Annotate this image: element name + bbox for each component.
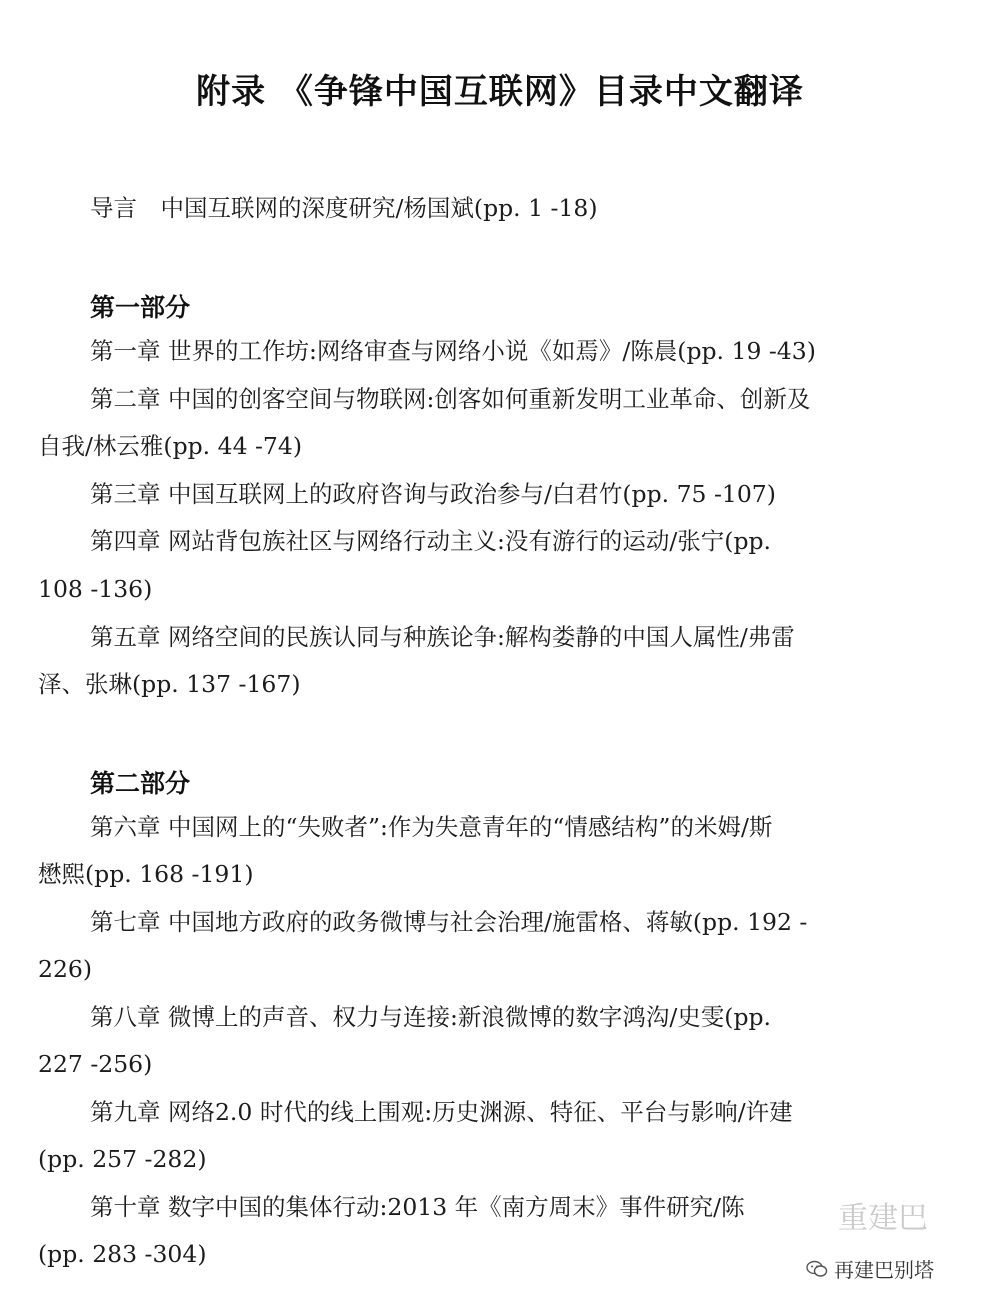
toc-line: 第九章 网络2.0 时代的线上围观:历史渊源、特征、平台与影响/许建 xyxy=(90,1098,793,1126)
toc-line: 第六章 中国网上的“失败者”:作为失意青年的“情感结构”的米姆/斯 xyxy=(90,813,773,841)
toc-line: 第八章 微博上的声音、权力与连接:新浪微博的数字鸿沟/史雯(pp. xyxy=(90,1003,772,1031)
toc-line-continued: 泽、张琳(pp. 137 -167) xyxy=(38,670,301,698)
toc-line-continued: 自我/林云雅(pp. 44 -74) xyxy=(38,432,302,460)
intro-line: 导言 中国互联网的深度研究/杨国斌(pp. 1 -18) xyxy=(90,194,598,222)
watermark-brand xyxy=(800,1252,940,1285)
toc-line-continued: (pp. 257 -282) xyxy=(38,1145,207,1173)
toc-line-continued: 227 -256) xyxy=(38,1050,153,1078)
toc-line-continued: 懋熙(pp. 168 -191) xyxy=(38,860,254,888)
watermark-overlay: 重建巴 xyxy=(838,1201,928,1236)
part1-heading: 第一部分 xyxy=(90,293,191,322)
toc-line: 第一章 世界的工作坊:网络审查与网络小说《如焉》/陈晨(pp. 19 -43) xyxy=(90,337,816,365)
part2-heading: 第二部分 xyxy=(90,769,191,798)
toc-line: 第十章 数字中国的集体行动:2013 年《南方周末》事件研究/陈 xyxy=(90,1193,745,1221)
wechat-icon xyxy=(806,1260,828,1278)
toc-line: 第七章 中国地方政府的政务微博与社会治理/施雷格、蒋敏(pp. 192 - xyxy=(90,908,808,936)
watermark-brand-text: 再建巴别塔 xyxy=(834,1258,934,1282)
toc-line: 第三章 中国互联网上的政府咨询与政治参与/白君竹(pp. 75 -107) xyxy=(90,480,776,508)
toc-line: 第二章 中国的创客空间与物联网:创客如何重新发明工业革命、创新及 xyxy=(90,385,811,413)
toc-line-continued: 226) xyxy=(38,955,93,983)
toc-line: 第四章 网站背包族社区与网络行动主义:没有游行的运动/张宁(pp. xyxy=(90,527,772,555)
toc-line-continued: (pp. 283 -304) xyxy=(38,1240,207,1268)
page-title: 附录 《争锋中国互联网》目录中文翻译 xyxy=(196,72,804,112)
toc-line: 第五章 网络空间的民族认同与种族论争:解构娄静的中国人属性/弗雷 xyxy=(90,623,795,651)
toc-line-continued: 108 -136) xyxy=(38,575,153,603)
